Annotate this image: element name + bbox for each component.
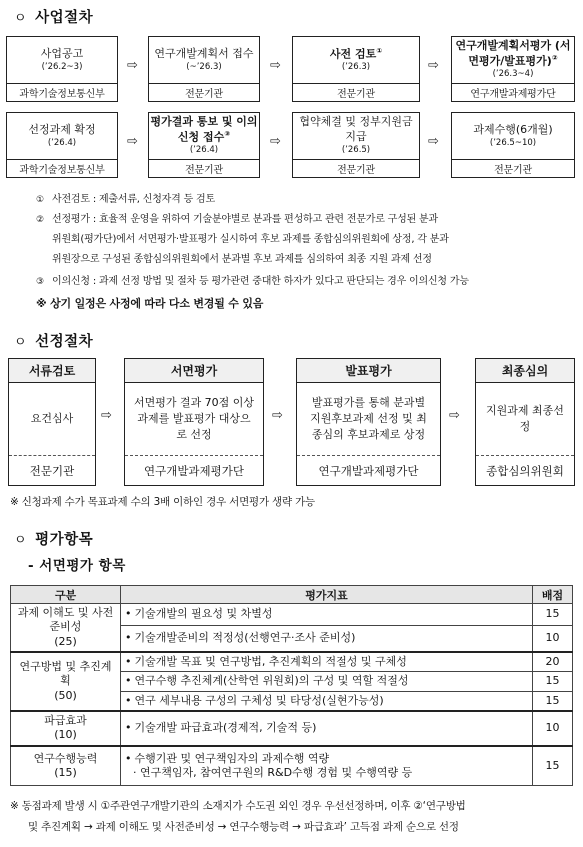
table-cell-score: 15: [533, 604, 573, 626]
schedule-note: ※ 상기 일정은 사정에 따라 다소 변경될 수 있음: [36, 297, 264, 310]
table-row: [11, 604, 573, 626]
process-step-owner: 연구개발과제평가단: [452, 83, 574, 101]
arrow-right-icon: ⇨: [101, 408, 112, 423]
arrow-right-icon: ⇨: [428, 58, 439, 73]
selection-step-body: 발표평가를 통해 분과별 지원후보과제 선정 및 최종심의 후보과제로 상정: [310, 396, 427, 441]
process-step-box: [6, 112, 118, 178]
footnote-marker: ①: [376, 46, 383, 55]
table-header-row: [11, 586, 573, 604]
selection-step-body: 지원과제 최종선정: [486, 404, 564, 433]
table-row: [11, 746, 573, 786]
selection-step-body: 서면평가 결과 70점 이상 과제를 발표평가 대상으로 선정: [133, 396, 255, 441]
process-step-title: 사전 검토①: [329, 46, 383, 61]
process-step-title: 연구개발계획서평가 (서면평가/발표평가)②: [455, 39, 571, 68]
table-cell-indicator: • 기술개발 파급효과(경제적, 기술적 등): [121, 711, 533, 746]
table-cell-indicator: • 기술개발 목표 및 연구방법, 추진계획의 적절성 및 구체성: [121, 652, 533, 672]
footnote-text: 선정평가 : 효율적 운영을 위하여 기술분야별로 분과를 편성하고 관련 전문가로 구성된 분과: [52, 214, 438, 225]
footnote-marker: ③: [36, 277, 44, 287]
process-step-title: 과제수행(6개월): [473, 122, 553, 136]
section-title-selection: ㅇ 선정절차: [14, 330, 93, 351]
table-cell-category: 연구방법 및 추진계획 (50): [11, 652, 121, 711]
selection-step-title: 서면평가: [125, 359, 263, 383]
process-step-owner: 전문기관: [149, 159, 259, 177]
selection-step-title: 발표평가: [297, 359, 440, 383]
selection-step-owner: 종합심의위원회: [476, 455, 574, 485]
table-cell-score: 20: [533, 652, 573, 672]
selection-step-title: 서류검토: [9, 359, 95, 383]
table-cell-category: 파급효과 (10): [11, 711, 121, 746]
selection-step-body: 요건심사: [30, 412, 74, 426]
arrow-right-icon: ⇨: [270, 134, 281, 149]
process-step-box: [6, 36, 118, 102]
bullet-icon: ㅇ: [14, 11, 28, 26]
process-step-owner: 과학기술정보통신부: [7, 83, 117, 101]
process-step-owner: 전문기관: [452, 159, 574, 177]
footnote-marker: ②: [36, 215, 44, 225]
process-step-box: [148, 36, 260, 102]
table-cell-score: 15: [533, 672, 573, 691]
arrow-right-icon: ⇨: [428, 134, 439, 149]
selection-step-owner: 전문기관: [9, 455, 95, 485]
process-step-date: (’26.2~3): [41, 61, 83, 72]
selection-step-box: [8, 358, 96, 486]
table-header-indicator: 평가지표: [121, 586, 533, 604]
process-step-owner: 과학기술정보통신부: [7, 159, 117, 177]
process-step-title: 협약체결 및 정부지원금 지급: [299, 115, 413, 144]
selection-note: ※ 신청과제 수가 목표과제 수의 3배 이하인 경우 서면평가 생략 가능: [10, 496, 315, 508]
bullet-icon: ㅇ: [14, 335, 28, 350]
table-cell-category: 연구수행능력 (15): [11, 746, 121, 786]
process-step-date: (’26.4): [189, 145, 219, 156]
footer-note-line1: ※ 동점과제 발생 시 ①주관연구개발기관의 소재지가 수도권 외인 경우 우선선정하며, 이후 ②‘연구방법: [10, 800, 466, 812]
process-step-date: (’26.3): [341, 62, 371, 73]
selection-step-box: [475, 358, 575, 486]
process-step-title: 연구개발계획서 접수: [154, 46, 254, 60]
table-cell-score: 15: [533, 746, 573, 786]
footnote-line: [36, 232, 449, 247]
table-row: [11, 711, 573, 746]
footnote-text: 위원회(평가단)에서 서면평가·발표평가 실시하여 후보 과제를 종합심의위원회에 상정, 각 분과: [52, 234, 449, 245]
footer-note-line2: 및 추진계획 → 과제 이해도 및 사전준비성 → 연구수행능력 → 파급효과’ 고득점 과제 순으로 선정: [28, 821, 459, 833]
table-cell-indicator: • 연구 세부내용 구성의 구체성 및 타당성(실현가능성): [121, 691, 533, 711]
process-step-date: (’26.3~4): [492, 69, 534, 80]
arrow-right-icon: ⇨: [127, 134, 138, 149]
arrow-right-icon: ⇨: [449, 408, 460, 423]
process-step-date: (’26.5~10): [489, 137, 537, 148]
evaluation-table: [10, 585, 573, 786]
footnote-line: [36, 192, 215, 208]
bullet-icon: ㅇ: [14, 533, 28, 548]
selection-step-title: 최종심의: [476, 359, 574, 383]
process-step-date: (’26.5): [341, 145, 371, 156]
table-cell-score: 10: [533, 626, 573, 652]
footnote-marker: ①: [36, 195, 44, 205]
process-step-owner: 전문기관: [293, 159, 419, 177]
footnote-text: 이의신청 : 과제 선정 방법 및 절차 등 평가관련 중대한 하자가 있다고 판단되는 경우 이의신청 가능: [52, 276, 469, 287]
process-step-date: (~’26.3): [186, 61, 222, 72]
selection-step-owner: 연구개발과제평가단: [297, 455, 440, 485]
process-step-title: 평가결과 통보 및 이의신청 접수③: [150, 115, 258, 144]
process-step-date: (’26.4): [47, 137, 77, 148]
table-cell-score: 10: [533, 711, 573, 746]
table-cell-indicator: • 수행기관 및 연구책임자의 과제수행 역량 · 연구책임자, 참여연구원의 R&D수행 경험 및 수행역량 등: [121, 746, 533, 786]
process-step-box: [451, 112, 575, 178]
footnote-text: 위원장으로 구성된 종합심의위원회에서 분과별 후보 과제를 심의하여 최종 지원 과제 선정: [52, 254, 432, 265]
table-cell-category: 과제 이해도 및 사전준비성 (25): [11, 604, 121, 652]
table-cell-score: 15: [533, 691, 573, 711]
section-title-eval: ㅇ 평가항목: [14, 528, 93, 549]
process-step-box: [292, 112, 420, 178]
process-step-box: [148, 112, 260, 178]
footnote-marker: ③: [224, 129, 231, 138]
selection-step-box: [296, 358, 441, 486]
footnote-marker: ②: [551, 53, 558, 62]
process-step-title: 선정과제 확정: [28, 122, 96, 136]
arrow-right-icon: ⇨: [272, 408, 283, 423]
table-cell-indicator: • 기술개발준비의 적정성(선행연구·조사 준비성): [121, 626, 533, 652]
footnote-line: [36, 252, 432, 267]
table-header-category: 구분: [11, 586, 121, 604]
process-step-box: [451, 36, 575, 102]
arrow-right-icon: ⇨: [270, 58, 281, 73]
table-header-score: 배점: [533, 586, 573, 604]
arrow-right-icon: ⇨: [127, 58, 138, 73]
selection-step-owner: 연구개발과제평가단: [125, 455, 263, 485]
process-step-owner: 전문기관: [293, 83, 419, 101]
footnote-text: 사전검토 : 제출서류, 신청자격 등 검토: [52, 194, 215, 205]
process-step-owner: 전문기관: [149, 83, 259, 101]
table-row: [11, 652, 573, 672]
footnote-line: [36, 274, 469, 290]
selection-step-box: [124, 358, 264, 486]
footnote-line: [36, 212, 438, 228]
process-step-box: [292, 36, 420, 102]
table-cell-indicator: • 연구수행 추진체계(산학연 위원회)의 구성 및 역할 적절성: [121, 672, 533, 691]
process-step-title: 사업공고: [40, 46, 84, 60]
section-title-process: ㅇ 사업절차: [14, 6, 93, 27]
eval-subtitle: - 서면평가 항목: [28, 558, 126, 574]
table-cell-indicator: • 기술개발의 필요성 및 차별성: [121, 604, 533, 626]
